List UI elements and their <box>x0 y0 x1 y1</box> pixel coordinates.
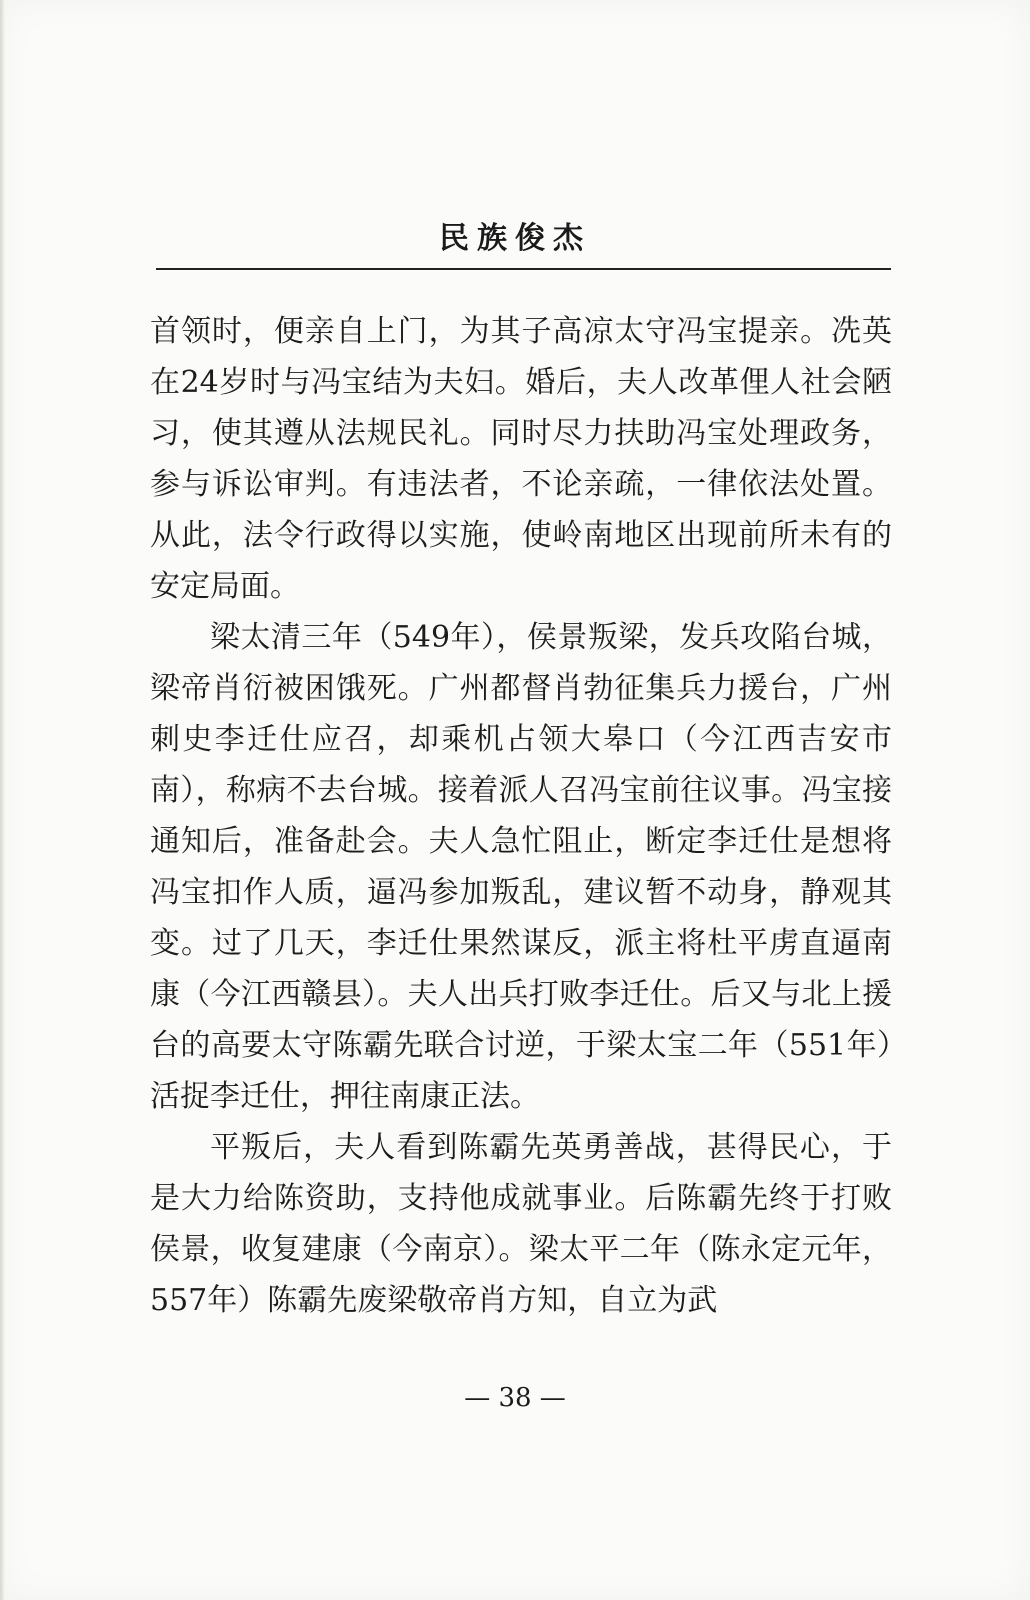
paragraph-rebellion: 梁太清三年（549年），侯景叛梁，发兵攻陷台城，梁帝肖衍被困饿死。广州都督肖勃征集兵力援台，广州刺史李迁仕应召，却乘机占领大皋口（今江西吉安市南），称病不去台城。接着派人召冯宝前往议事。冯宝接通知后，准备赴会。夫人急忙阻止，断定李迁仕是想将冯宝扣作人质，逼冯参加叛乱，建议暂不动身，静观其变。过了几天，李迁仕果然谋反，派主将杜平虏直逼南康（今江西赣县）。夫人出兵打败李迁仕。后又与北上援台的高要太守陈霸先联合讨逆，于梁太宝二年（551年）活捉李迁仕，押往南康正法。 <box>150 620 892 1114</box>
body-text <box>150 306 892 1326</box>
page-number: — 38 — <box>464 1383 566 1413</box>
running-header-title: 民族俊杰 <box>439 221 591 256</box>
paragraph-after-rebellion: 平叛后，夫人看到陈霸先英勇善战，甚得民心，于是大力给陈资助，支持他成就事业。后陈霸先终于打败侯景，收复建康（今南京）。梁太平二年（陈永定元年，557年）陈霸先废梁敬帝肖方知，自立为武 <box>150 1130 892 1318</box>
header-divider-rule <box>156 268 891 270</box>
paragraph-continuation: 首领时，便亲自上门，为其子高凉太守冯宝提亲。冼英在24岁时与冯宝结为夫妇。婚后，夫人改革俚人社会陋习，使其遵从法规民礼。同时尽力扶助冯宝处理政务，参与诉讼审判。有违法者，不论亲疏，一律依法处置。从此，法令行政得以实施，使岭南地区出现前所未有的安定局面。 <box>150 314 892 604</box>
